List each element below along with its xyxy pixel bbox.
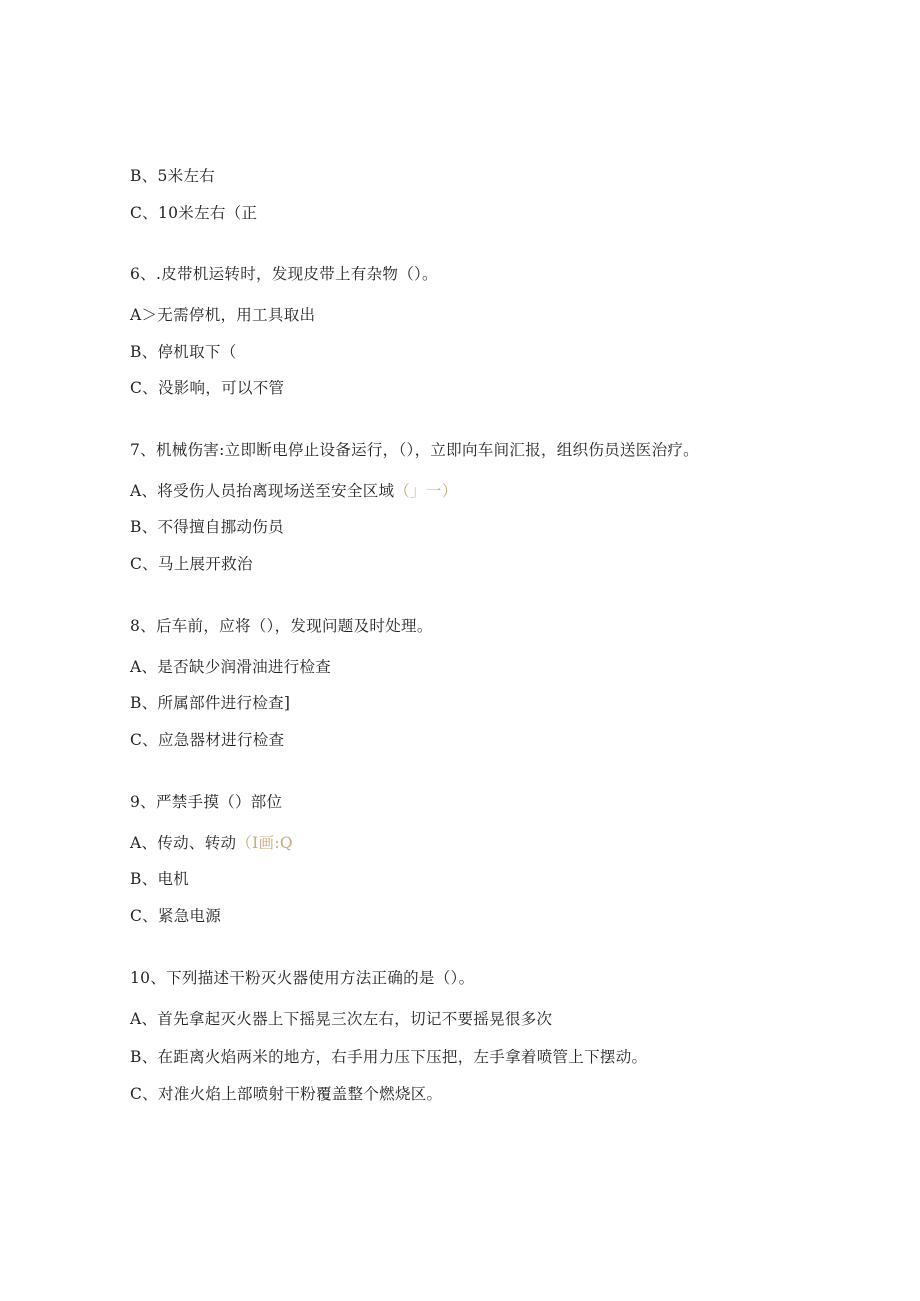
option-text: B、电机 — [130, 870, 190, 888]
answer-mark: （」一） — [394, 482, 458, 500]
option-line — [130, 693, 290, 713]
option-line — [130, 203, 257, 223]
question-stem-text: 7、机械伤害:立即断电停止设备运行，（），立即向车间汇报，组织伤员送医治疗。 — [130, 441, 699, 459]
option-text: B、在距离火焰两米的地方，右手用力压下压把，左手拿着喷管上下摆动。 — [130, 1048, 648, 1066]
option-line — [130, 1009, 552, 1029]
option-text: B、不得擅自挪动伤员 — [130, 518, 284, 536]
option-text: B、停机取下（ — [130, 343, 237, 361]
option-line — [130, 1047, 647, 1067]
option-text: C、紧急电源 — [130, 907, 222, 925]
option-text: C、没影响，可以不管 — [130, 379, 285, 397]
option-text: A＞无需停机，用工具取出 — [130, 306, 316, 324]
option-line — [130, 554, 253, 574]
option-text: A、传动、转动 — [130, 834, 237, 852]
option-line — [130, 869, 189, 889]
option-text: B、所属部件进行检查] — [130, 694, 291, 712]
option-line — [130, 342, 237, 362]
option-text: B、5米左右 — [130, 167, 216, 185]
option-text: C、10米左右（正 — [130, 204, 258, 222]
option-line — [130, 833, 293, 853]
question-stem-text: 8、后车前，应将（），发现问题及时处理。 — [130, 617, 433, 635]
option-line — [130, 906, 221, 926]
question-stem — [130, 440, 699, 460]
option-text: C、对准火焰上部喷射干粉覆盖整个燃烧区。 — [130, 1085, 443, 1103]
question-stem-text: 9、严禁手摸（）部位 — [130, 793, 283, 811]
question-stem-text: 10、下列描述干粉灭火器使用方法正确的是（）。 — [130, 969, 475, 987]
question-stem — [130, 616, 433, 636]
question-stem — [130, 968, 474, 988]
option-text: C、马上展开救治 — [130, 555, 253, 573]
option-text: A、是否缺少润滑油进行检查 — [130, 658, 332, 676]
option-line — [130, 305, 315, 325]
option-line — [130, 730, 284, 750]
question-stem — [130, 264, 438, 284]
option-line — [130, 657, 331, 677]
answer-mark: （I画:Q — [236, 834, 293, 852]
option-line — [130, 1084, 442, 1104]
question-stem — [130, 792, 282, 812]
question-stem-text: 6、.皮带机运转时，发现皮带上有杂物（）。 — [130, 265, 438, 283]
option-text: C、应急器材进行检查 — [130, 731, 285, 749]
option-line — [130, 517, 284, 537]
option-line — [130, 166, 215, 186]
option-text: A、首先拿起灭火器上下摇晃三次左右，切记不要摇晃很多次 — [130, 1010, 553, 1028]
option-line — [130, 378, 284, 398]
option-line — [130, 481, 458, 501]
option-text: A、将受伤人员抬离现场送至安全区域 — [130, 482, 395, 500]
